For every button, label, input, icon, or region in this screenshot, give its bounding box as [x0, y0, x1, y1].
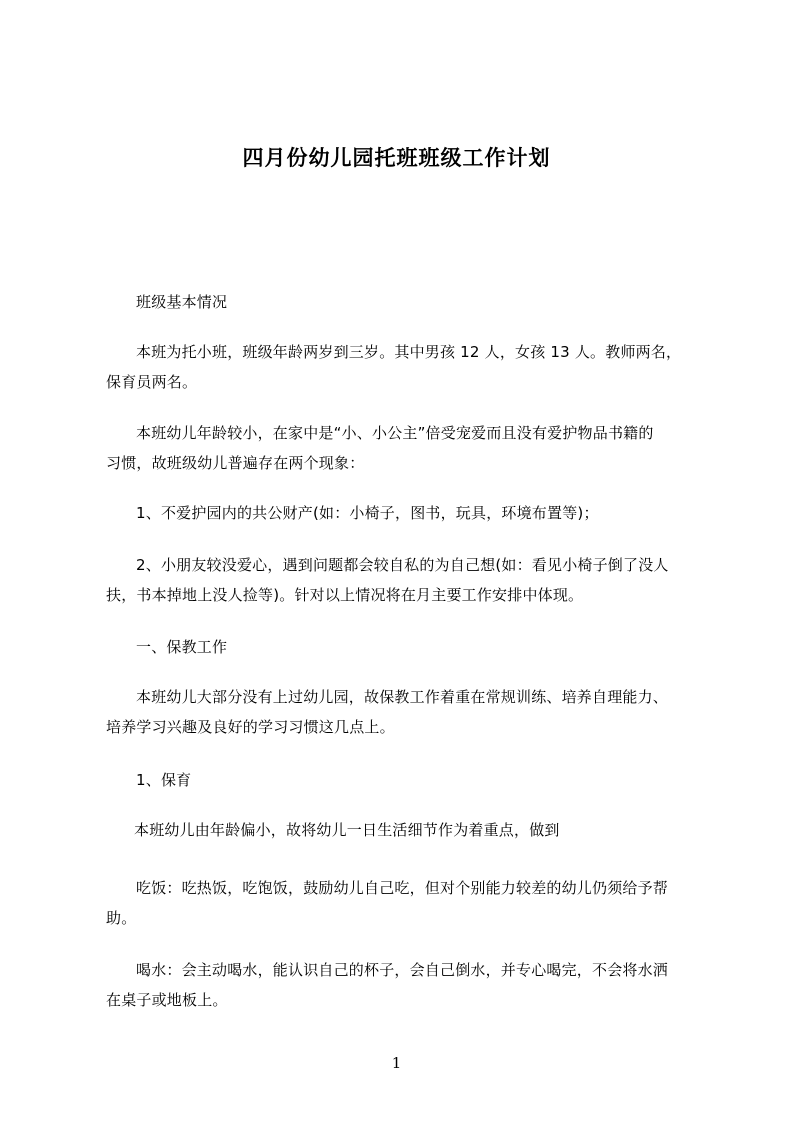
section-heading-care-education: 一、保教工作	[136, 638, 228, 656]
paragraph-children-habits: 本班幼儿年龄较小，在家中是“小、小公主”倍受宠爱而且没有爱护物品书籍的 习惯，故班级幼儿普遍存在两个现象：	[106, 424, 654, 472]
list-item-1: 1、不爱护园内的共公财产(如：小椅子，图书，玩具，环境布置等)；	[136, 504, 599, 522]
paragraph-drinking: 喝水：会主动喝水，能认识自己的杯子，会自己倒水，并专心喝完，不会将水洒 在桌子或地板上。	[106, 961, 669, 1009]
subsection-heading-care: 1、保育	[136, 771, 192, 789]
page-number: 1	[391, 1054, 402, 1072]
document-title: 四月份幼儿园托班班级工作计划	[242, 146, 551, 170]
paragraph-daily-life: 本班幼儿由年龄偏小，故将幼儿一日生活细节作为着重点，做到	[134, 821, 560, 839]
paragraph-eating: 吃饭：吃热饭，吃饱饭，鼓励幼儿自己吃，但对个别能力较差的幼儿仍须给予帮 助。	[106, 879, 669, 927]
section-heading-basic: 班级基本情况	[136, 293, 228, 311]
paragraph-care-education: 本班幼儿大部分没有上过幼儿园，故保教工作着重在常规训练、培养自理能力、 培养学习兴趣及良好的学习习惯这几点上。	[106, 688, 669, 736]
list-item-2: 2、小朋友较没爱心，遇到问题都会较自私的为自己想(如：看见小椅子倒了没人 扶，书本掉地上没人捡等)。针对以上情况将在月主要工作安排中体现。	[106, 556, 669, 604]
paragraph-class-composition: 本班为托小班，班级年龄两岁到三岁。其中男孩 12 人，女孩 13 人。教师两名， 保育员两名。	[106, 343, 682, 391]
